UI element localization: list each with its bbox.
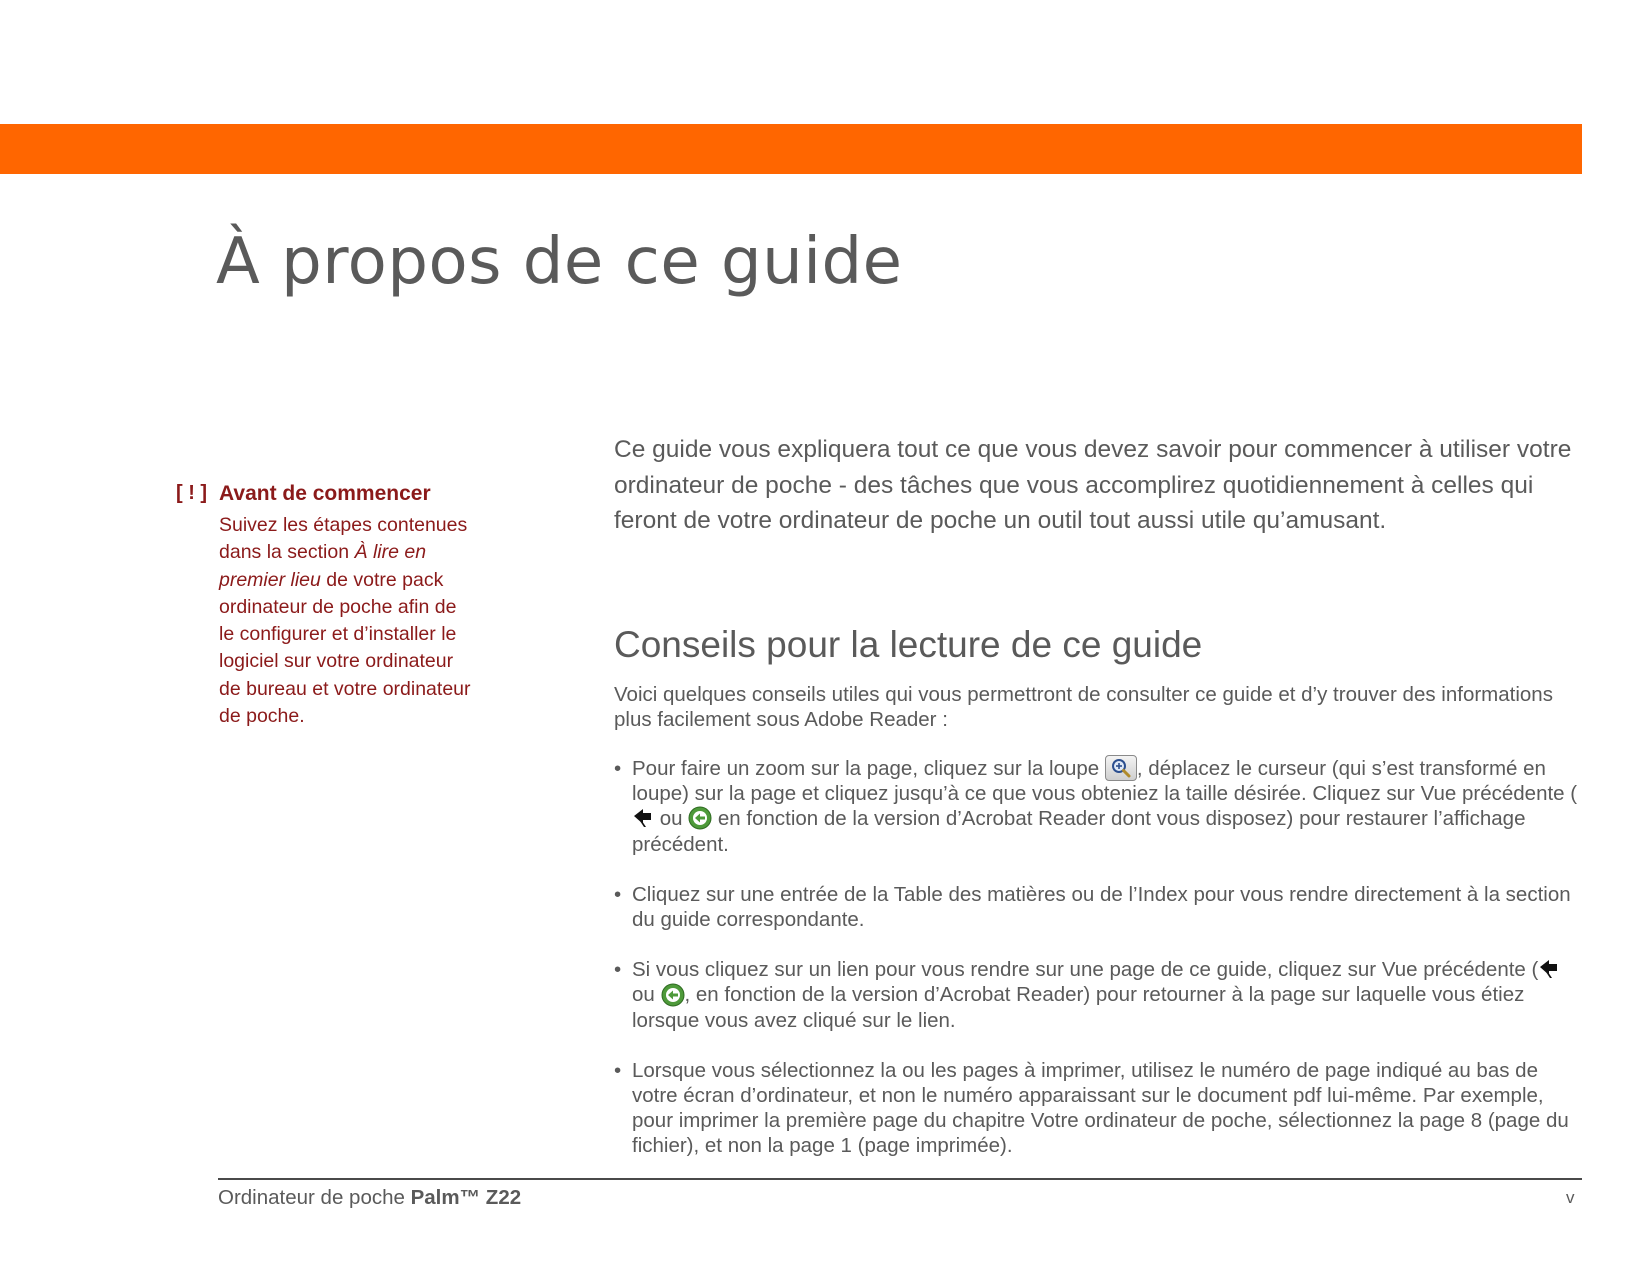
- list-item: [614, 756, 1580, 857]
- intro-paragraph: Ce guide vous expliquera tout ce que vous devez savoir pour commencer à utiliser votre ordinateur de poche - des tâches que vous accomplirez quotidiennement à celles qui feront de votre ordinateur de poche un outil tout aussi utile qu’amusant.: [614, 436, 1572, 534]
- magnifier-icon: [1105, 755, 1137, 781]
- tip-text: ou: [632, 983, 661, 1007]
- tip-text: ou: [654, 807, 689, 831]
- tip-text: Pour faire un zoom sur la page, cliquez sur la loupe: [632, 757, 1105, 780]
- tip-text: Si vous cliquez sur un lien pour vous rendre sur une page de ce guide, cliquez sur Vue précédente (: [632, 958, 1539, 982]
- note-body: [219, 512, 471, 730]
- footer-product-name: Palm™ Z22: [410, 1186, 522, 1209]
- back-arrow-icon: [1538, 958, 1560, 980]
- footer-prefix: Ordinateur de poche: [218, 1186, 411, 1209]
- note-marker: [ ! ]: [176, 482, 208, 504]
- list-item: [614, 957, 1580, 1033]
- footer-divider: [218, 1178, 1582, 1180]
- note-heading: Avant de commencer: [219, 482, 431, 505]
- tips-heading: Conseils pour la lecture de ce guide: [614, 624, 1203, 665]
- tip-text: , déplacez le curseur (qui s’est transformé en loupe) sur la page et cliquez jusqu’à ce que vous obteniez la taille désirée. Cliquez sur Vue précédente (: [632, 757, 1578, 806]
- note-section-link: À lire en premier lieu: [219, 541, 427, 591]
- list-item: • Lorsque vous sélectionnez la ou les pages à imprimer, utilisez le numéro de page indiqué au bas de votre écran d’ordinateur, et non le numéro apparaissant sur le document pdf lui-même. Par exemple, pour imprimer la première page du chapitre Votre ordinateur de poche, sélectionnez la page 8 (page du fichier), et non la page 1 (page imprimée).: [614, 1058, 1580, 1159]
- header-accent-bar: [0, 124, 1582, 174]
- list-item: • Cliquez sur une entrée de la Table des matières ou de l’Index pour vous rendre directement à la section du guide correspondante.: [614, 882, 1580, 932]
- tips-list: [614, 756, 1580, 1159]
- back-arrow-icon: [632, 807, 654, 829]
- page-number: v: [1566, 1188, 1575, 1207]
- green-back-icon: [661, 983, 685, 1007]
- page-title: À propos de ce guide: [216, 225, 903, 299]
- green-back-icon: [688, 806, 712, 830]
- note-text-after: de votre pack ordinateur de poche afin de le configurer et d’installer le logiciel sur votre ordinateur de bureau et votre ordinateur de poche.: [219, 568, 471, 728]
- tips-lead: Voici quelques conseils utiles qui vous permettront de consulter ce guide et d’y trouver des informations plus facilement sous Adobe Reader :: [614, 683, 1553, 731]
- tip-text: , en fonction de la version d’Acrobat Reader) pour retourner à la page sur laquelle vous étiez lorsque vous avez cliqué sur le lien.: [632, 983, 1525, 1032]
- footer-product: [218, 1186, 521, 1210]
- note-text-before: Suivez les étapes contenues dans la section: [219, 514, 468, 564]
- tip-text: en fonction de la version d’Acrobat Reader dont vous disposez) pour restaurer l’affichage précédent.: [632, 807, 1526, 856]
